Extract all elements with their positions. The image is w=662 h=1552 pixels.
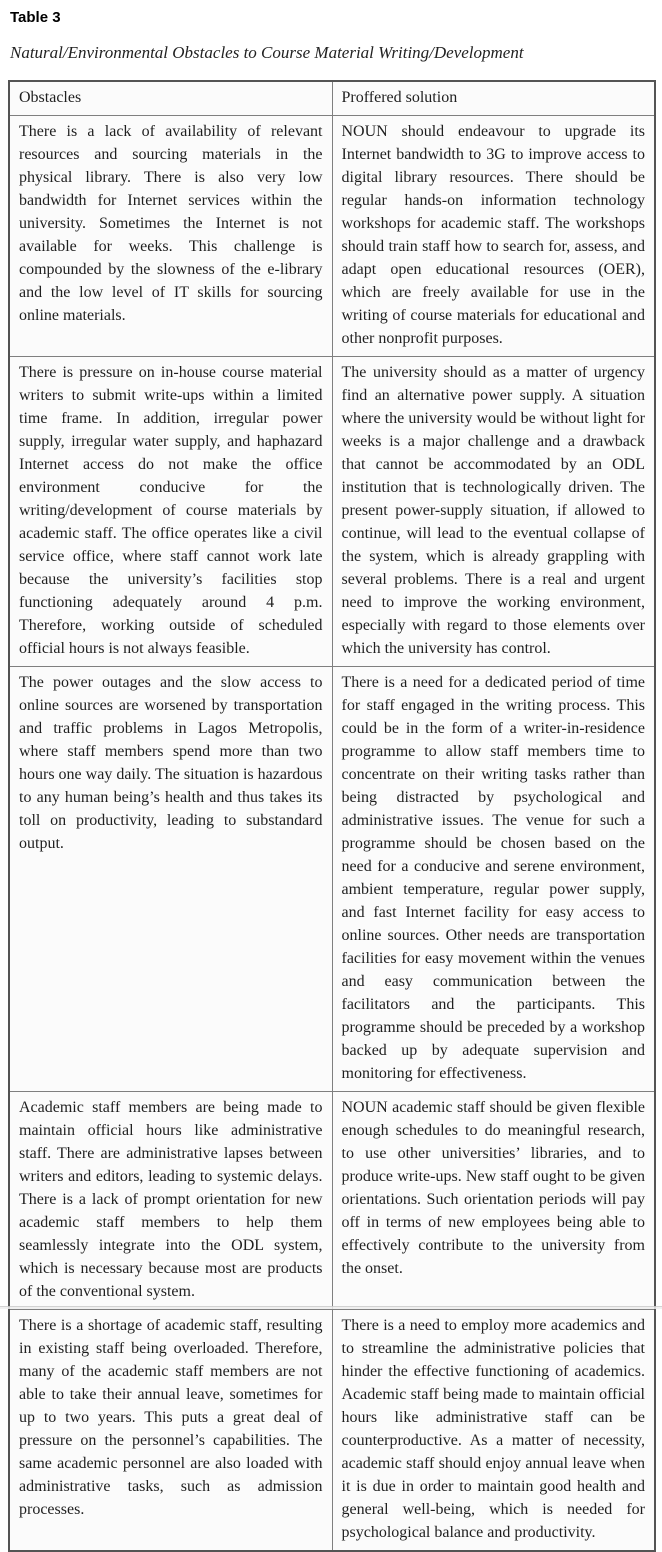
solution-cell: NOUN academic staff should be given flexible enough schedules to do meaningful research, to use other universities’ libraries, and to produce write-ups. New staff ought to be given orientations. Such orientation periods will pay off in terms of new employees being able to effectively contribute to the university from the onset.: [332, 1092, 655, 1310]
obstacle-cell: The power outages and the slow access to online sources are worsened by transportation and traffic problems in Lagos Metropolis, where staff members spend more than two hours one way daily. The situation is hazardous to any human being’s health and thus takes its toll on productivity, leading to substandard output.: [9, 667, 332, 1092]
table-caption: Natural/Environmental Obstacles to Course Material Writing/Development: [10, 43, 524, 62]
table-row: [9, 1092, 655, 1310]
solution-cell: The university should as a matter of urgency find an alternative power supply. A situation where the university would be without light for weeks is a major challenge and a drawback that cannot be accommodated by an ODL institution that is technologically driven. The present power-supply situation, if allowed to continue, will lead to the eventual collapse of the system, which is already grappling with several problems. There is a real and urgent need to improve the working environment, especially with regard to those elements over which the university has control.: [332, 357, 655, 667]
table-row: [9, 357, 655, 667]
column-header-proffered-solution: Proffered solution: [332, 81, 655, 116]
solution-cell: There is a need for a dedicated period of time for staff engaged in the writing process. This could be in the form of a writer-in-residence programme to allow staff members time to concentrate on their writing tasks rather than being distracted by psychological and administrative issues. The venue for such a programme should be chosen based on the need for a conducive and serene environment, ambient temperature, regular power supply, and fast Internet facility for easy access to online sources. Other needs are transportation facilities for easy movement within the venues and easy communication between the facilitators and the participants. This programme should be preceded by a workshop backed up by adequate supervision and monitoring for effectiveness.: [332, 667, 655, 1092]
obstacle-cell: There is a lack of availability of relevant resources and sourcing materials in the physical library. There is also very low bandwidth for Internet services within the university. Sometimes the Internet is not available for weeks. This challenge is compounded by the slowness of the e-library and the low level of IT skills for sourcing online materials.: [9, 116, 332, 357]
table-label: Table 3: [10, 9, 61, 26]
obstacle-cell: There is a shortage of academic staff, resulting in existing staff being overloaded. Therefore, many of the academic staff members are not able to take their annual leave, sometimes for up to two years. This puts a great deal of pressure on the personnel’s capabilities. The same academic personnel are also loaded with administrative tasks, such as admission processes.: [9, 1310, 332, 1552]
obstacle-cell: Academic staff members are being made to maintain official hours like administrative staff. There are administrative lapses between writers and editors, leading to systemic delays. There is a lack of prompt orientation for new academic staff members to help them seamlessly integrate into the ODL system, which is necessary because most are products of the conventional system.: [9, 1092, 332, 1310]
table-row: [9, 1310, 655, 1552]
column-header-obstacles: Obstacles: [9, 81, 332, 116]
solution-cell: NOUN should endeavour to upgrade its Internet bandwidth to 3G to improve access to digital library resources. There should be regular hands-on information technology workshops for academic staff. The workshops should train staff how to search for, assess, and adapt open educational resources (OER), which are freely available for use in the writing of course materials for educational and other nonprofit purposes.: [332, 116, 655, 357]
table-header-row: [9, 81, 655, 116]
table-row: [9, 667, 655, 1092]
obstacle-cell: There is pressure on in-house course material writers to submit write-ups within a limited time frame. In addition, irregular power supply, irregular water supply, and haphazard Internet access do not make the office environment conducive for the writing/development of course materials by academic staff. The office operates like a civil service office, where staff cannot work late because the university’s facilities stop functioning adequately around 4 p.m. Therefore, working outside of scheduled official hours is not always feasible.: [9, 357, 332, 667]
paper-page: [0, 9, 662, 1552]
obstacles-solutions-table: [8, 80, 656, 1552]
solution-cell: There is a need to employ more academics and to streamline the administrative policies that hinder the effective functioning of academics. Academic staff being made to maintain official hours like administrative staff can be counterproductive. As a matter of necessity, academic staff should enjoy annual leave when it is due in order to maintain good health and general well-being, which is needed for psychological balance and productivity.: [332, 1310, 655, 1552]
table-row: [9, 116, 655, 357]
